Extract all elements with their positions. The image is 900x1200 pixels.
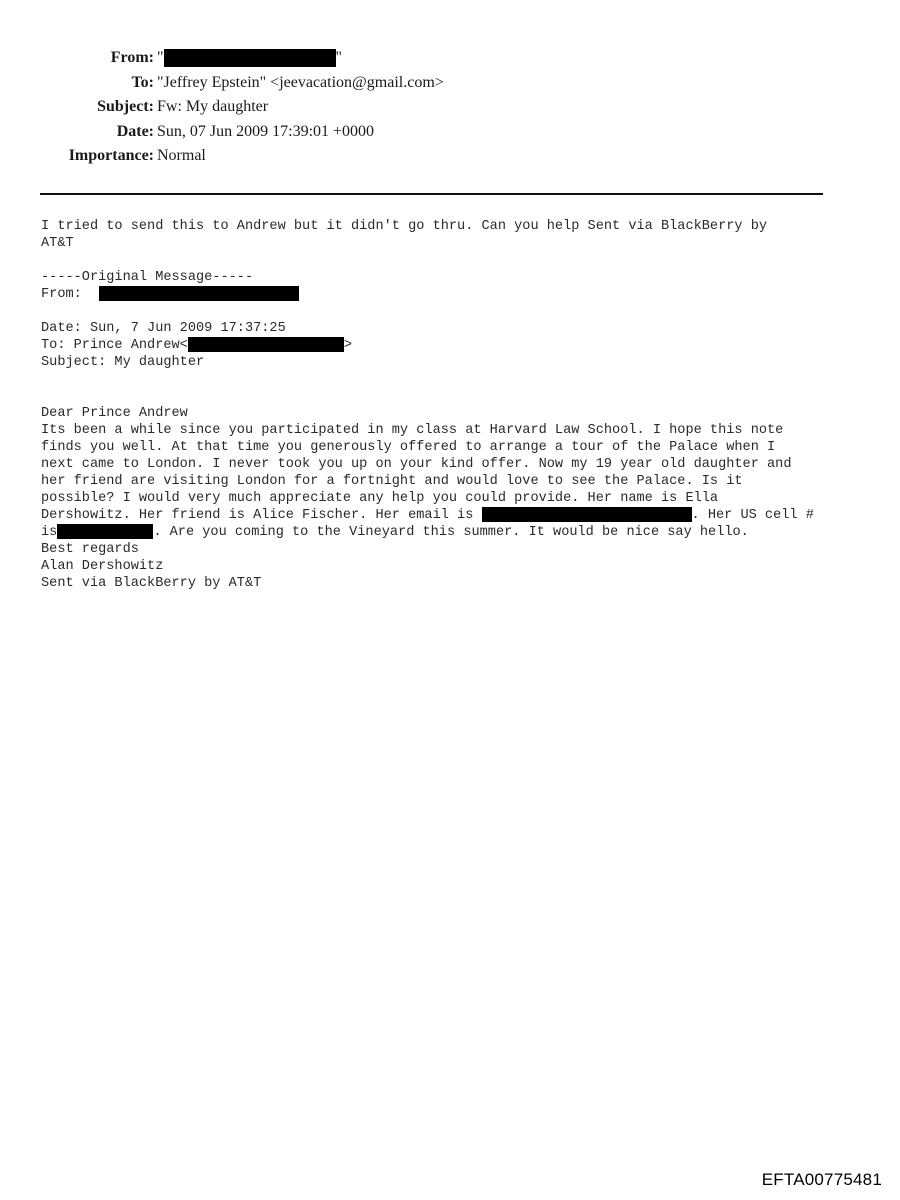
subject-label: Subject:	[97, 98, 154, 115]
body-line: her friend are visiting London for a fortnight and would love to see the Palace. Is it	[41, 474, 743, 489]
closing: Best regards	[41, 542, 139, 557]
redaction-block	[482, 507, 692, 522]
to-label: To:	[131, 73, 154, 91]
email-body	[41, 218, 841, 592]
body-line: AT&T	[41, 236, 74, 251]
spacer	[41, 252, 841, 269]
original-to-line: To: Prince Andrew< >	[41, 338, 353, 354]
date-label: Date:	[116, 122, 154, 140]
redaction-block	[164, 49, 336, 67]
spacer	[41, 303, 841, 320]
body-line: I tried to send this to Andrew but it didn't go thru. Can you help Sent via BlackBerry by	[41, 219, 768, 234]
sent-via-footer: Sent via BlackBerry by AT&T	[41, 576, 262, 591]
header-subject-row	[0, 95, 900, 120]
header-to-row	[0, 71, 900, 96]
to-value: "Jeffrey Epstein" <jeevacation@gmail.com>	[157, 73, 444, 91]
signature: Alan Dershowitz	[41, 559, 164, 574]
spacer	[41, 388, 841, 405]
spacer	[41, 371, 841, 388]
redaction-block	[57, 524, 153, 539]
redaction-block	[99, 286, 299, 301]
from-label: From:	[110, 49, 154, 66]
email-header	[0, 46, 900, 169]
original-date-line: Date: Sun, 7 Jun 2009 17:37:25	[41, 321, 286, 336]
original-message-marker: -----Original Message-----	[41, 270, 254, 285]
redaction-block	[188, 337, 344, 352]
subject-value: Fw: My daughter	[157, 98, 269, 115]
body-line: finds you well. At that time you generously offered to arrange a tour of the Palace when I	[41, 440, 776, 455]
importance-value: Normal	[157, 147, 206, 164]
greeting: Dear Prince Andrew	[41, 406, 188, 421]
header-divider	[40, 193, 823, 195]
header-from-row	[0, 46, 900, 71]
bates-number: EFTA00775481	[761, 1170, 882, 1189]
body-line: Its been a while since you participated in my class at Harvard Law School. I hope this note	[41, 423, 784, 438]
body-line: is . Are you coming to the Vineyard this summer. It would be nice say hello.	[41, 525, 749, 541]
from-value: " "	[157, 49, 343, 66]
header-importance-row	[0, 144, 900, 169]
original-from-line: From:	[41, 286, 841, 303]
header-date-row	[0, 120, 900, 145]
date-value: Sun, 07 Jun 2009 17:39:01 +0000	[157, 122, 375, 140]
original-subject-line: Subject: My daughter	[41, 355, 205, 370]
body-line: next came to London. I never took you up on your kind offer. Now my 19 year old daughter and	[41, 457, 792, 472]
importance-label: Importance:	[68, 147, 154, 164]
body-line: Dershowitz. Her friend is Alice Fischer. Her email is . Her US cell #	[41, 508, 814, 524]
body-line: possible? I would very much appreciate any help you could provide. Her name is Ella	[41, 491, 719, 506]
